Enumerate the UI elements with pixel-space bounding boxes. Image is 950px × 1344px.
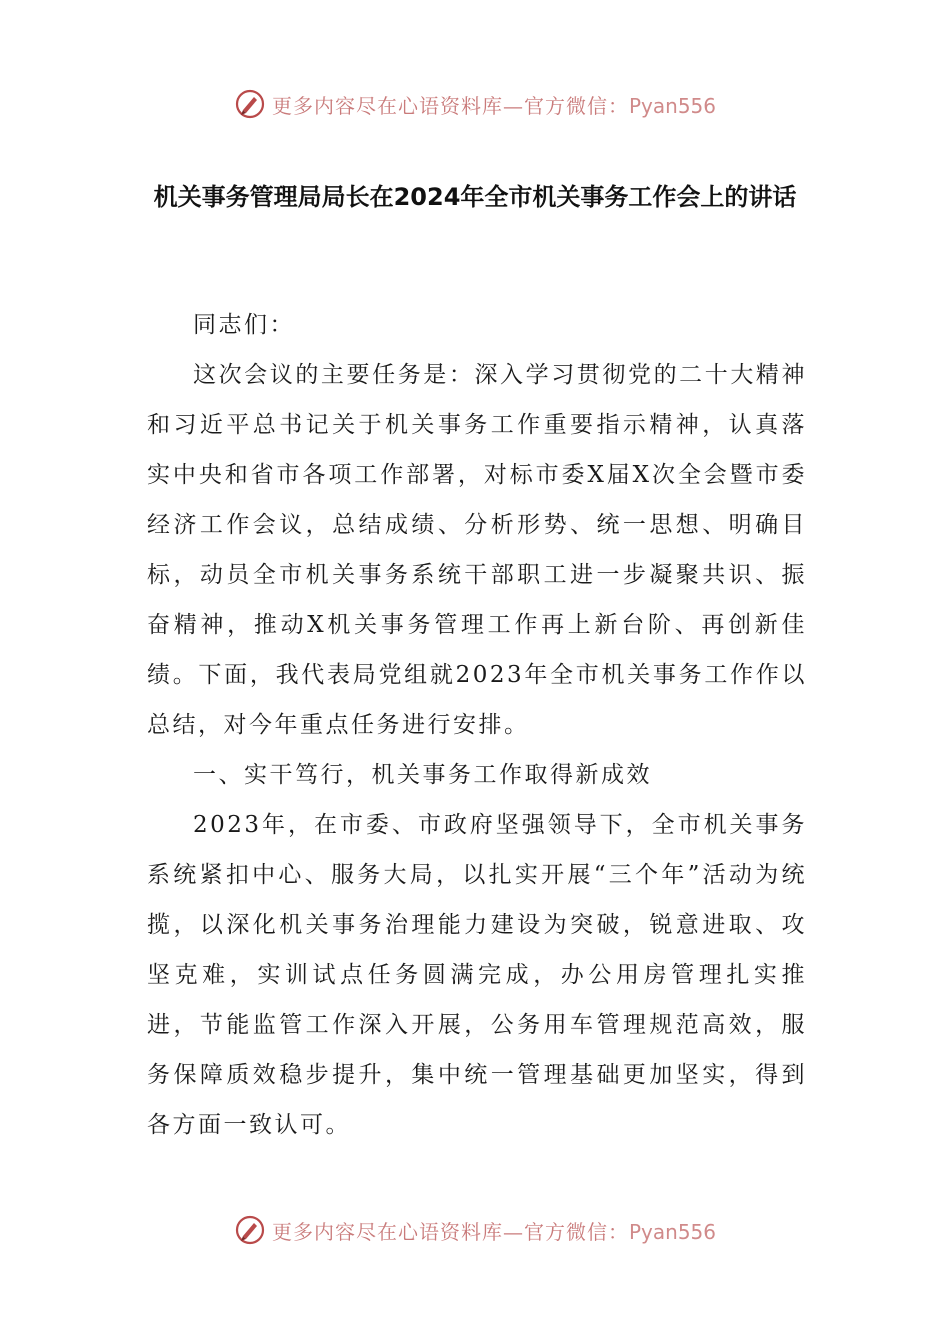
- pen-logo-icon: [234, 88, 266, 120]
- document-body: [147, 300, 807, 1150]
- paragraph-intro: 这次会议的主要任务是：深入学习贯彻党的二十大精神和习近平总书记关于机关事务工作重要指示精神，认真落实中央和省市各项工作部署，对标市委X届X次全会暨市委经济工作会议，总结成绩、分析形势、统一思想、明确目标，动员全市机关事务系统干部职工进一步凝聚共识、振奋精神，推动X机关事务管理工作再上新台阶、再创新佳绩。下面，我代表局党组就2023年全市机关事务工作作以总结，对今年重点任务进行安排。: [147, 362, 807, 738]
- pen-logo-icon: [234, 1214, 266, 1246]
- salutation: 同志们：: [193, 312, 295, 338]
- watermark-text: [272, 90, 716, 119]
- watermark-wechat-id: Pyan556: [628, 93, 716, 118]
- watermark-wechat-id: Pyan556: [628, 1219, 716, 1244]
- section-heading: 一、实干笃行，机关事务工作取得新成效: [193, 762, 652, 788]
- watermark-caption: 更多内容尽在心语资料库—官方微信：: [271, 1219, 629, 1244]
- document-title: 机关事务管理局局长在2024年全市机关事务工作会上的讲话: [153, 183, 797, 211]
- watermark-caption: 更多内容尽在心语资料库—官方微信：: [271, 93, 629, 118]
- paragraph-achievements: 2023年，在市委、市政府坚强领导下，全市机关事务系统紧扣中心、服务大局，以扎实开展“三个年”活动为统揽，以深化机关事务治理能力建设为突破，锐意进取、攻坚克难，实训试点任务圆满完成，办公用房管理扎实推进，节能监管工作深入开展，公务用车管理规范高效，服务保障质效稳步提升，集中统一管理基础更加坚实，得到各方面一致认可。: [147, 812, 807, 1138]
- watermark-text: [272, 1216, 716, 1245]
- watermark-footer: [0, 1210, 950, 1250]
- watermark-header: [0, 84, 950, 124]
